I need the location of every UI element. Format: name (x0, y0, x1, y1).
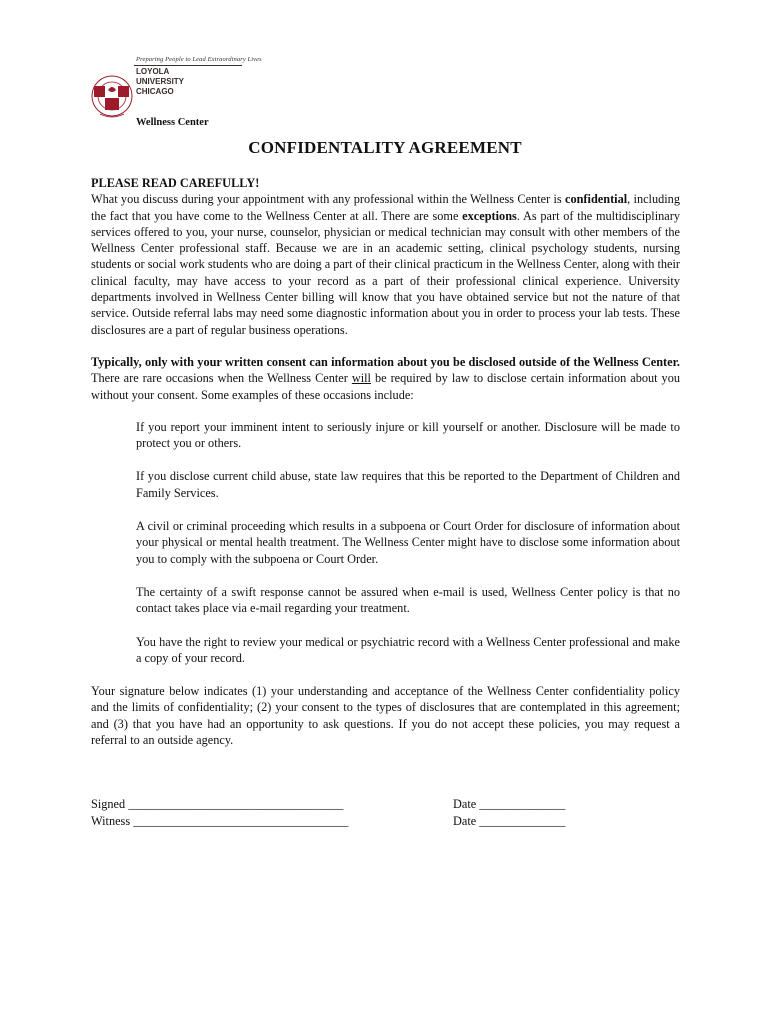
university-name-line-2: UNIVERSITY (136, 77, 185, 86)
signature-block (91, 796, 691, 830)
signature-statement: Your signature below indicates (1) your understanding and acceptance of the Wellness Center confidentiality policy and the limits of confidentiality; (2) your consent to the types of disclosures that are contemplated in this agreement; and (3) that you have had an opportunity to ask questions. If you do not accept these policies, you may request a referral to an outside agency. (91, 684, 680, 748)
bold-confidential: confidential (564, 192, 628, 207)
university-logo (90, 54, 262, 124)
list-item: The certainty of a swift response cannot be assured when e-mail is used, Wellness Center policy is that no contact takes place via e-mail regarding your treatment. (136, 584, 680, 616)
page-title: CONFIDENTALITY AGREEMENT (248, 138, 522, 157)
university-seal-icon (90, 72, 134, 120)
text-segment: What you discuss during your appointment with any professional within the Wellness Center is (91, 192, 565, 207)
text-segment: , including the fact that you have come to the Wellness Center at all. There are some (91, 192, 680, 223)
signed-date-line[interactable]: Date ______________ (453, 797, 566, 811)
list-item: If you disclose current child abuse, state law requires that this be reported to the Department of Children and Family Services. (136, 469, 680, 500)
list-item: If you report your imminent intent to seriously injure or kill yourself or another. Disclosure will be made to protect you or others. (136, 419, 680, 451)
disclosure-examples-list (136, 419, 680, 666)
underlined-will: will (351, 371, 371, 386)
agreement-body (91, 175, 680, 748)
list-item: A civil or criminal proceeding which results in a subpoena or Court Order for disclosure of information about your physical or mental health treatment. The Wellness Center might have to disclose some information about you to comply with the subpoena or Court Order. (136, 519, 680, 566)
confidentiality-paragraph (91, 191, 680, 338)
witness-line[interactable]: Witness ___________________________________ (91, 814, 349, 828)
signed-line[interactable]: Signed ___________________________________ (91, 797, 344, 811)
consent-paragraph (91, 354, 680, 403)
signed-row (91, 796, 691, 813)
logo-tagline: Preparing People to Lead Extraordinary Lives (136, 56, 262, 63)
university-name-line-3: CHICAGO (136, 87, 174, 96)
text-segment: There are rare occasions when the Wellness Center (91, 371, 352, 386)
bold-exceptions: exceptions (462, 208, 517, 223)
list-item: You have the right to review your medical or psychiatric record with a Wellness Center professional and make a copy of your record. (136, 634, 680, 665)
university-name (136, 67, 184, 97)
university-name-line-1: LOYOLA (136, 67, 170, 76)
text-segment: be required by law to disclose certain information about you without your consent. Some examples of these occasions include: (91, 371, 680, 402)
text-segment: . As part of the multidisciplinary services offered to you, your nurse, counselor, physician or medical technician may consult with other members of the Wellness Center professional staff. Because we are in an academic setting, clinical psychology students, nursing students or social work students who are doing a part of their clinical practicum in the Wellness Center, along with their clinical faculty, may have access to your record as a part of their professional clinical experience. University departments involved in Wellness Center billing will know that you have obtained service but not the nature of that service. Outside referral labs may need some diagnostic information about you in order to process your lab tests. These disclosures are a part of regular business operations. (91, 208, 680, 337)
witness-date-line[interactable]: Date ______________ (453, 814, 566, 828)
read-carefully-heading: PLEASE READ CAREFULLY! (91, 176, 260, 190)
logo-rule (134, 65, 242, 66)
department-name: Wellness Center (136, 117, 209, 128)
consent-bold-statement: Typically, only with your written consent can information about you be disclosed outside of the Wellness Center. (91, 354, 680, 369)
witness-row (91, 813, 691, 830)
